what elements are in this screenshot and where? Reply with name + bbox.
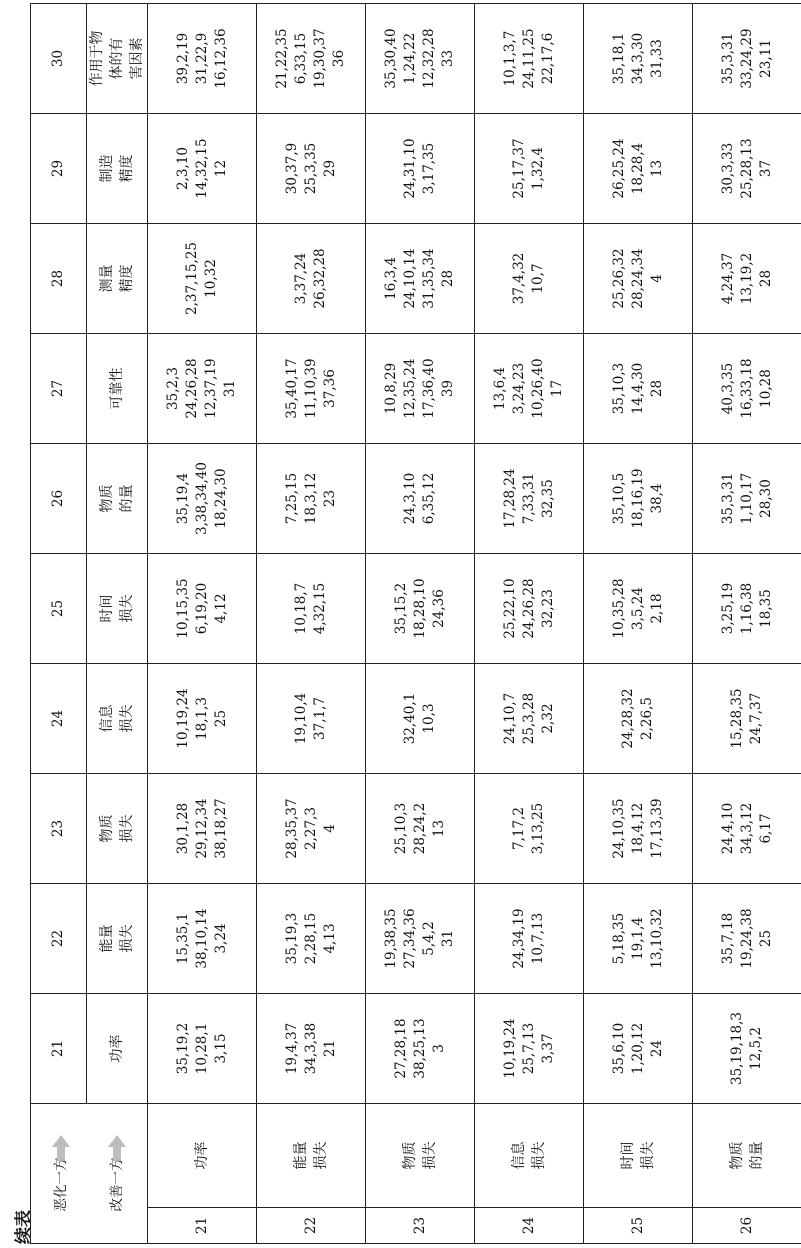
matrix-cell: 35,19,4 3,38,34,40 18,24,30 [148, 444, 257, 554]
matrix-cell: 15,28,35 24,7,37 [693, 664, 801, 774]
matrix-cell: 35,30,40 1,24,22 12,32,28 33 [366, 4, 475, 114]
table-row [584, 4, 693, 1244]
matrix-cell: 35,15,2 18,28,10 24,36 [366, 554, 475, 664]
matrix-cell: 10,8,29 12,35,24 17,36,40 39 [366, 334, 475, 444]
matrix-cell: 24,31,10 3,17,35 [366, 114, 475, 224]
matrix-cell: 35,7,18 19,24,38 25 [693, 884, 801, 994]
column-number: 27 [31, 334, 87, 444]
arrow-right-icon [52, 1136, 70, 1148]
matrix-cell: 13,6,4 3,24,23 10,26,40 17 [475, 334, 584, 444]
row-number: 25 [584, 1208, 693, 1244]
row-name: 时间 损失 [584, 1104, 693, 1208]
matrix-cell: 25,26,32 28,24,34 4 [584, 224, 693, 334]
matrix-cell: 40,3,35 16,33,18 10,28 [693, 334, 801, 444]
row-number: 22 [257, 1208, 366, 1244]
matrix-cell: 5,18,35 19,1,4 13,10,32 [584, 884, 693, 994]
row-number: 26 [693, 1208, 801, 1244]
matrix-cell: 35,19,3 2,28,15 4,13 [257, 884, 366, 994]
row-number: 23 [366, 1208, 475, 1244]
matrix-cell: 35,3,31 33,24,29 23,11 [693, 4, 801, 114]
matrix-cell: 2,37,15,25 10,32 [148, 224, 257, 334]
matrix-cell: 21,22,35 6,33,15 19,30,37 36 [257, 4, 366, 114]
column-name: 物质 损失 [87, 774, 148, 884]
matrix-cell: 10,19,24 25,7,13 3,37 [475, 994, 584, 1104]
matrix-cell: 35,19,18,3 12,5,2 [693, 994, 801, 1104]
matrix-cell: 24,10,7 25,3,28 2,32 [475, 664, 584, 774]
matrix-cell: 35,2,3 24,26,28 12,37,19 31 [148, 334, 257, 444]
matrix-cell: 19,10,4 37,1,7 [257, 664, 366, 774]
row-number: 21 [148, 1208, 257, 1244]
matrix-cell: 35,40,17 11,10,39 37,36 [257, 334, 366, 444]
matrix-cell: 25,17,37 1,32,4 [475, 114, 584, 224]
matrix-cell: 30,1,28 29,12,34 38,18,27 [148, 774, 257, 884]
table-row [693, 4, 801, 1244]
table-row [257, 4, 366, 1244]
matrix-cell: 24,4,10 34,3,12 6,17 [693, 774, 801, 884]
matrix-cell: 16,3,4 24,10,14 31,35,34 28 [366, 224, 475, 334]
matrix-cell: 25,10,3 28,24,2 13 [366, 774, 475, 884]
corner-worsening [33, 1104, 89, 1243]
column-number: 23 [31, 774, 87, 884]
column-name: 能量 损失 [87, 884, 148, 994]
table-body [148, 4, 801, 1244]
matrix-cell: 30,37,9 25,3,35 29 [257, 114, 366, 224]
column-number: 29 [31, 114, 87, 224]
matrix-cell: 10,15,35 6,19,20 4,12 [148, 554, 257, 664]
matrix-cell: 24,10,35 18,4,12 17,13,39 [584, 774, 693, 884]
page-title: 续表 [13, 1210, 34, 1244]
column-name: 测量 精度 [87, 224, 148, 334]
column-name: 可靠性 [87, 334, 148, 444]
matrix-cell: 19,38,35 27,34,36 5,4,2 31 [366, 884, 475, 994]
matrix-cell: 7,17,2 3,13,25 [475, 774, 584, 884]
column-name: 制造 精度 [87, 114, 148, 224]
table-row [148, 4, 257, 1244]
matrix-cell: 24,28,32 2,26,5 [584, 664, 693, 774]
column-name: 作用于物 体的有 害因素 [87, 4, 148, 114]
matrix-cell: 27,28,18 38,25,13 3 [366, 994, 475, 1104]
matrix-cell: 10,18,7 4,32,15 [257, 554, 366, 664]
matrix-cell: 3,25,19 1,16,38 18,35 [693, 554, 801, 664]
column-name: 功率 [87, 994, 148, 1104]
corner-improving [89, 1104, 145, 1243]
matrix-cell: 39,2,19 31,22,9 16,12,36 [148, 4, 257, 114]
matrix-cell: 24,3,10 6,35,12 [366, 444, 475, 554]
column-number: 24 [31, 664, 87, 774]
matrix-cell: 32,40,1 10,3 [366, 664, 475, 774]
matrix-cell: 35,6,10 1,20,12 24 [584, 994, 693, 1104]
matrix-cell: 2,3,10 14,32,15 12 [148, 114, 257, 224]
column-number: 26 [31, 444, 87, 554]
column-number: 28 [31, 224, 87, 334]
matrix-cell: 4,24,37 13,19,2 28 [693, 224, 801, 334]
matrix-cell: 35,10,5 18,16,19 38,4 [584, 444, 693, 554]
matrix-table-container [30, 4, 798, 1244]
matrix-cell: 17,28,24 7,33,31 32,35 [475, 444, 584, 554]
matrix-cell: 30,3,33 25,28,13 37 [693, 114, 801, 224]
column-name: 物质 的量 [87, 444, 148, 554]
row-name: 物质 的量 [693, 1104, 801, 1208]
matrix-cell: 35,3,31 1,10,17 28,30 [693, 444, 801, 554]
column-number: 30 [31, 4, 87, 114]
header-corner-cell [31, 1104, 148, 1244]
column-number: 25 [31, 554, 87, 664]
matrix-cell: 28,35,37 2,27,3 4 [257, 774, 366, 884]
matrix-cell: 3,37,24 26,32,28 [257, 224, 366, 334]
row-name: 功率 [148, 1104, 257, 1208]
row-number: 24 [475, 1208, 584, 1244]
matrix-cell: 19,4,37 34,3,38 21 [257, 994, 366, 1104]
row-name: 能量 损失 [257, 1104, 366, 1208]
arrow-right-icon [108, 1136, 126, 1148]
matrix-cell: 10,35,28 3,5,24 2,18 [584, 554, 693, 664]
contradiction-matrix-table [30, 3, 801, 1244]
table-row [366, 4, 475, 1244]
matrix-cell: 15,35,1 38,10,14 3,24 [148, 884, 257, 994]
column-name: 信息 损失 [87, 664, 148, 774]
matrix-cell: 24,34,19 10,7,13 [475, 884, 584, 994]
column-number: 21 [31, 994, 87, 1104]
corner-worsening-label: 恶化一方 [52, 1157, 69, 1212]
corner-improving-label: 改善一方 [108, 1157, 125, 1212]
column-name: 时间 损失 [87, 554, 148, 664]
row-name: 物质 损失 [366, 1104, 475, 1208]
matrix-cell: 10,19,24 18,1,3 25 [148, 664, 257, 774]
table-row [475, 4, 584, 1244]
matrix-cell: 37,4,32 10,7 [475, 224, 584, 334]
matrix-cell: 25,22,10 24,26,28 32,23 [475, 554, 584, 664]
matrix-cell: 35,10,3 14,4,30 28 [584, 334, 693, 444]
matrix-cell: 26,25,24 18,28,4 13 [584, 114, 693, 224]
row-name: 信息 损失 [475, 1104, 584, 1208]
matrix-cell: 7,25,15 18,3,12 23 [257, 444, 366, 554]
matrix-cell: 35,19,2 10,28,1 3,15 [148, 994, 257, 1104]
column-number: 22 [31, 884, 87, 994]
matrix-cell: 10,1,3,7 24,11,25 22,17,6 [475, 4, 584, 114]
matrix-cell: 35,18,1 34,3,30 31,33 [584, 4, 693, 114]
